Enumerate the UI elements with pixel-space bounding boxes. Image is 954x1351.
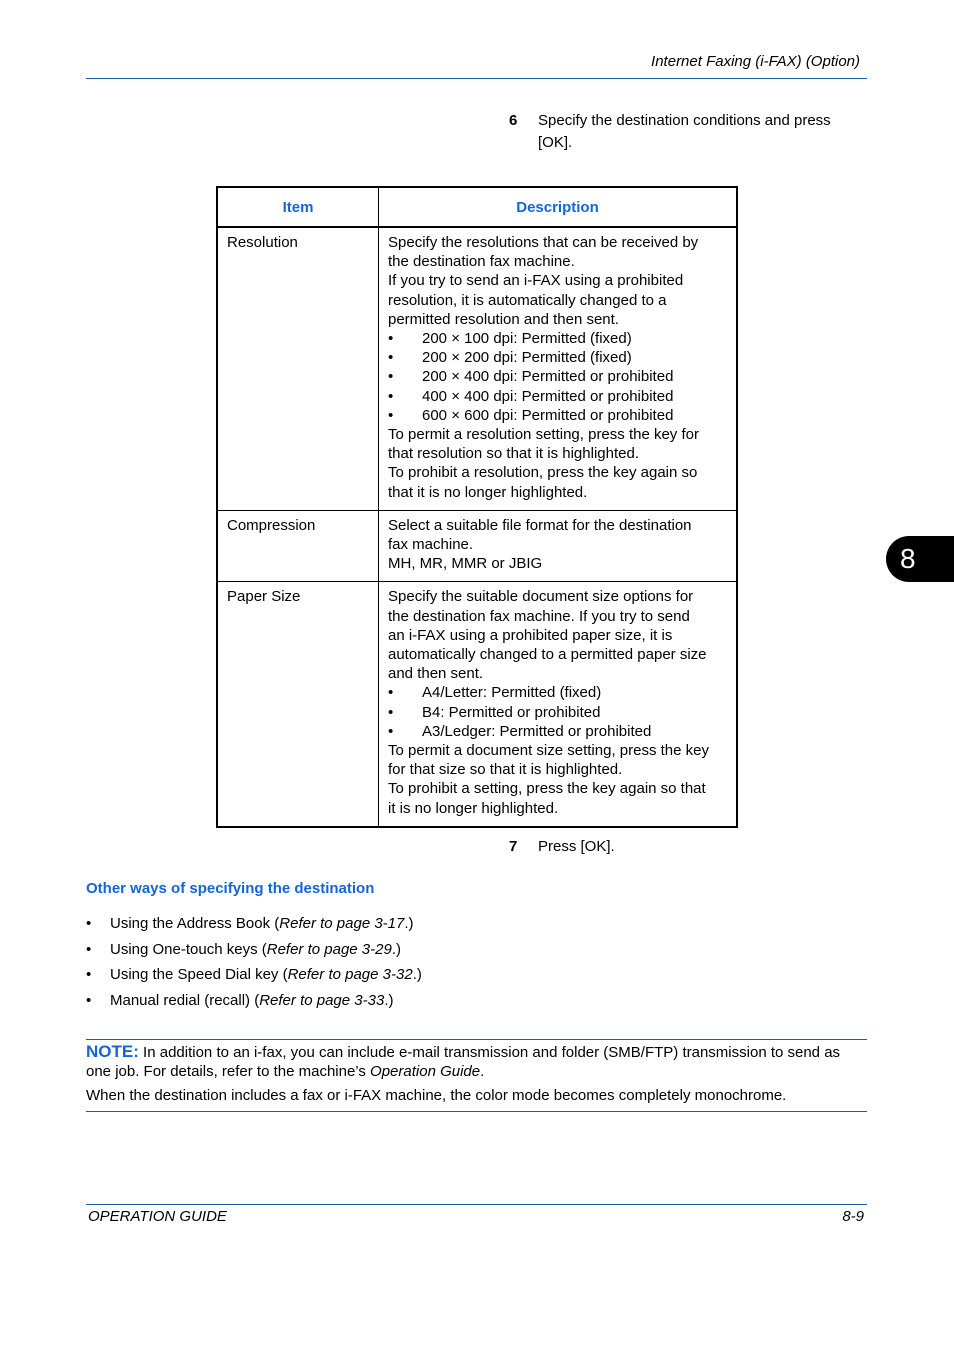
bullet-item bbox=[388, 406, 727, 425]
note-text: In addition to an i-fax, you can include e-mail transmission and folder (SMB/FTP) transmission to send as one job. For details, refer to the machine’s bbox=[86, 1044, 841, 1080]
item-cell: Resolution bbox=[217, 227, 379, 510]
description-line: permitted resolution and then sent. bbox=[388, 310, 619, 328]
note-text-italic: Operation Guide bbox=[370, 1063, 481, 1080]
list-item bbox=[86, 992, 393, 1009]
bullet-dot: • bbox=[388, 349, 394, 367]
description-cell bbox=[379, 227, 738, 510]
description-line: the destination fax machine. bbox=[388, 253, 575, 271]
list-item-text: Using One-touch keys ( bbox=[110, 941, 267, 958]
description-line: Specify the resolutions that can be received by bbox=[388, 234, 699, 251]
bullet-text: 200 × 200 dpi: Permitted (fixed) bbox=[422, 349, 632, 367]
note-paragraph bbox=[86, 1042, 866, 1081]
step-number: 7 bbox=[509, 838, 518, 855]
list-item bbox=[86, 966, 422, 983]
bullet-text: A3/Ledger: Permitted or prohibited bbox=[422, 722, 652, 740]
description-line: automatically changed to a permitted paper size bbox=[388, 646, 707, 664]
destination-conditions-table bbox=[216, 186, 738, 828]
bullet-text: 400 × 400 dpi: Permitted or prohibited bbox=[422, 387, 674, 405]
bullet-dot: • bbox=[86, 915, 92, 932]
table-header-row bbox=[217, 187, 737, 227]
bullet-dot: • bbox=[86, 992, 92, 1009]
bullet-dot: • bbox=[388, 387, 394, 405]
description-line: and then sent. bbox=[388, 665, 484, 683]
note-label: NOTE: bbox=[86, 1042, 139, 1061]
description-line: resolution, it is automatically changed to a bbox=[388, 291, 667, 309]
description-line: for that size so that it is highlighted. bbox=[388, 761, 623, 779]
description-line: Select a suitable file format for the destination bbox=[388, 516, 692, 534]
bullet-text: 200 × 100 dpi: Permitted (fixed) bbox=[422, 330, 632, 348]
step-text-line: Specify the destination conditions and press bbox=[538, 112, 831, 129]
description-line: fax machine. bbox=[388, 536, 474, 554]
list-item bbox=[86, 941, 401, 958]
header-rule bbox=[86, 78, 867, 79]
bullet-item bbox=[388, 329, 727, 348]
list-item bbox=[86, 915, 414, 932]
description-line: To permit a document size setting, press the key bbox=[388, 742, 709, 760]
page-number: 8-9 bbox=[842, 1208, 864, 1225]
description-cell bbox=[379, 510, 738, 582]
bullet-item bbox=[388, 348, 727, 367]
section-heading: Other ways of specifying the destination bbox=[86, 880, 375, 897]
list-item-text: Using the Address Book ( bbox=[110, 915, 280, 932]
description-line: an i-FAX using a prohibited paper size, it is bbox=[388, 626, 673, 644]
description-line: it is no longer highlighted. bbox=[388, 799, 559, 817]
step-text bbox=[538, 110, 831, 154]
note-top-rule bbox=[86, 1039, 867, 1040]
footer-rule bbox=[86, 1204, 867, 1205]
step-text: Press [OK]. bbox=[538, 838, 615, 855]
description-line: the destination fax machine. If you try to send bbox=[388, 607, 690, 625]
description-line: To prohibit a resolution, press the key again so bbox=[388, 464, 698, 482]
column-header-item: Item bbox=[217, 187, 379, 227]
bullet-dot: • bbox=[388, 684, 394, 702]
bullet-dot: • bbox=[388, 368, 394, 386]
description-line: Specify the suitable document size options for bbox=[388, 588, 694, 606]
page-reference-link[interactable]: Refer to page 3-29 bbox=[266, 941, 392, 958]
bullet-item bbox=[388, 703, 727, 722]
bullet-dot: • bbox=[388, 330, 394, 348]
header-title: Internet Faxing (i-FAX) (Option) bbox=[651, 53, 860, 70]
step-text-line: [OK]. bbox=[538, 134, 573, 151]
page-reference-link[interactable]: Refer to page 3-32 bbox=[287, 966, 413, 983]
bullet-dot: • bbox=[86, 966, 92, 983]
bullet-item bbox=[388, 387, 727, 406]
bullet-text: 600 × 600 dpi: Permitted or prohibited bbox=[422, 406, 674, 424]
bullet-text: B4: Permitted or prohibited bbox=[422, 703, 601, 721]
list-item-end: .) bbox=[384, 992, 394, 1009]
bullet-dot: • bbox=[388, 722, 394, 740]
list-item-end: .) bbox=[412, 966, 422, 983]
bullet-dot: • bbox=[388, 703, 394, 721]
footer-guide-title: OPERATION GUIDE bbox=[88, 1208, 227, 1225]
item-cell: Compression bbox=[217, 510, 379, 582]
list-item-text: Manual redial (recall) ( bbox=[110, 992, 260, 1009]
description-line: If you try to send an i-FAX using a prohibited bbox=[388, 272, 684, 290]
description-cell bbox=[379, 582, 738, 827]
list-item-text: Using the Speed Dial key ( bbox=[110, 966, 288, 983]
list-item-end: .) bbox=[404, 915, 414, 932]
bullet-item bbox=[388, 367, 727, 386]
note-block bbox=[86, 1042, 866, 1105]
description-line: that it is no longer highlighted. bbox=[388, 483, 588, 501]
bullet-dot: • bbox=[388, 406, 394, 424]
list-item-end: .) bbox=[391, 941, 401, 958]
table-row bbox=[217, 227, 737, 510]
description-line: that resolution so that it is highlighted. bbox=[388, 445, 639, 463]
note-text-end: . bbox=[480, 1063, 485, 1080]
chapter-tab: 8 bbox=[886, 536, 954, 582]
table-row bbox=[217, 510, 737, 582]
step-number: 6 bbox=[509, 112, 518, 129]
note-bottom-rule bbox=[86, 1111, 867, 1112]
description-line: MH, MR, MMR or JBIG bbox=[388, 555, 543, 573]
description-line: To permit a resolution setting, press the key for bbox=[388, 426, 699, 444]
note-paragraph: When the destination includes a fax or i-FAX machine, the color mode becomes completely monochrome. bbox=[86, 1087, 787, 1104]
bullet-item bbox=[388, 683, 727, 702]
bullet-text: A4/Letter: Permitted (fixed) bbox=[422, 684, 602, 702]
description-line: To prohibit a setting, press the key again so that bbox=[388, 780, 706, 798]
page-reference-link[interactable]: Refer to page 3-17 bbox=[279, 915, 405, 932]
item-cell: Paper Size bbox=[217, 582, 379, 827]
table-row bbox=[217, 582, 737, 827]
page-reference-link[interactable]: Refer to page 3-33 bbox=[259, 992, 385, 1009]
bullet-text: 200 × 400 dpi: Permitted or prohibited bbox=[422, 368, 674, 386]
bullet-dot: • bbox=[86, 941, 92, 958]
column-header-description: Description bbox=[379, 187, 738, 227]
bullet-item bbox=[388, 722, 727, 741]
